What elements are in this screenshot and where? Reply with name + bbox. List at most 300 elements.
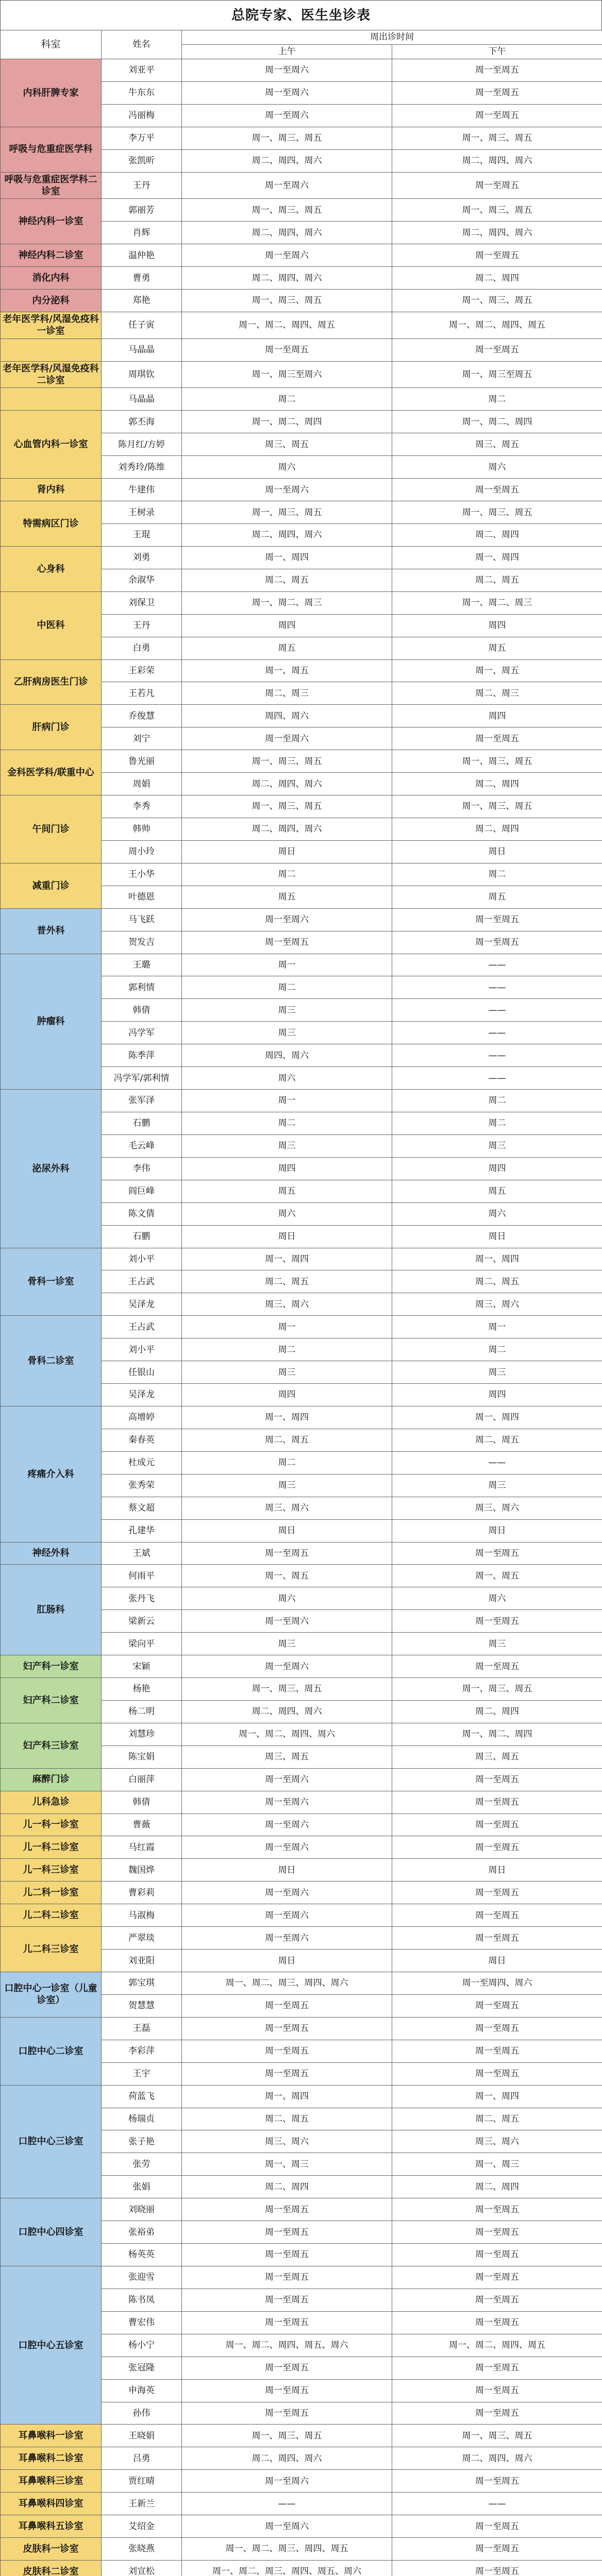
afternoon-schedule: 周四 [392, 705, 602, 727]
doctor-name: 冯学军/郭利情 [102, 1067, 182, 1090]
doctor-name: 刘亚平 [102, 59, 182, 82]
doctor-name: 王占武 [102, 1270, 182, 1293]
doctor-name: 石鹏 [102, 1225, 182, 1248]
afternoon-schedule: 周日 [392, 1950, 602, 1972]
table-row [1, 501, 602, 524]
afternoon-schedule: 周一至周五 [392, 104, 602, 127]
afternoon-schedule: 周六 [392, 1202, 602, 1225]
afternoon-schedule: 周一、周四 [392, 1248, 602, 1270]
dept-cell: 肾内科 [1, 479, 102, 501]
table-row [1, 1565, 602, 1587]
doctor-name: 吕勇 [102, 2447, 182, 2470]
dept-cell: 皮肤科一诊室 [1, 2538, 102, 2561]
morning-schedule: 周一至周五 [182, 931, 392, 954]
table-row [1, 479, 602, 501]
afternoon-schedule: 周日 [392, 840, 602, 863]
morning-schedule: 周一、周五 [182, 659, 392, 682]
morning-schedule: 周一至周五 [182, 2017, 392, 2040]
table-row [1, 338, 602, 361]
table-row [1, 1904, 602, 1927]
doctor-name: 王新兰 [102, 2493, 182, 2515]
dept-cell: 呼吸与危重症医学科二诊室 [1, 172, 102, 199]
doctor-name: 肖辉 [102, 222, 182, 244]
morning-schedule: 周二、周四、周六 [182, 524, 392, 547]
doctor-name: 宋颖 [102, 1655, 182, 1678]
morning-schedule: 周一至周五 [182, 2357, 392, 2379]
table-row [1, 1791, 602, 1814]
morning-schedule: 周五 [182, 637, 392, 659]
doctor-name: 王斌 [102, 1542, 182, 1565]
afternoon-schedule: 周一、周三、周五 [392, 795, 602, 818]
morning-schedule: 周一、周二、周四、周五 [182, 312, 392, 339]
morning-schedule: 周一至周五 [182, 338, 392, 361]
afternoon-schedule: 周四 [392, 614, 602, 637]
table-row [1, 546, 602, 569]
afternoon-schedule: 周一至周五 [392, 244, 602, 267]
doctor-name: 陈月红/方婷 [102, 433, 182, 456]
afternoon-schedule: 周一至周五 [392, 2311, 602, 2334]
dept-cell: 口腔中心一诊室（儿童诊室） [1, 1972, 102, 2018]
table-row [1, 199, 602, 222]
afternoon-schedule: 周五 [392, 886, 602, 908]
doctor-name: 任子寅 [102, 312, 182, 339]
afternoon-schedule: 周一至周五 [392, 81, 602, 104]
afternoon-schedule: 周一、周五 [392, 659, 602, 682]
morning-schedule: 周三 [182, 1633, 392, 1655]
doctor-name: 温仲艳 [102, 244, 182, 267]
afternoon-schedule: —— [392, 999, 602, 1022]
dept-cell: 心血管内科一诊室 [1, 411, 102, 479]
morning-schedule: 周一至周五 [182, 2379, 392, 2402]
morning-schedule: 周三 [182, 1022, 392, 1044]
doctor-name: 张子艳 [102, 2130, 182, 2153]
doctor-name: 郑艳 [102, 290, 182, 312]
doctor-name: 李万平 [102, 127, 182, 149]
dept-cell: 乙肝病房医生门诊 [1, 659, 102, 705]
table-row [1, 59, 602, 82]
dept-cell: 儿科急诊 [1, 1791, 102, 1814]
table-row [1, 1678, 602, 1701]
doctor-name: 孔建华 [102, 1519, 182, 1542]
doctor-name: 曹宏伟 [102, 2311, 182, 2334]
afternoon-schedule: 周二、周四 [392, 2176, 602, 2198]
morning-schedule: 周一、周三、周五 [182, 1678, 392, 1701]
morning-schedule: 周一、周二、周三 [182, 591, 392, 614]
afternoon-schedule: 周二 [392, 1338, 602, 1361]
doctor-name: 白丽萍 [102, 1768, 182, 1791]
morning-schedule: 周日 [182, 1859, 392, 1882]
morning-schedule: 周四 [182, 614, 392, 637]
doctor-name: 梁向平 [102, 1633, 182, 1655]
doctor-name: 郭宝琪 [102, 1972, 182, 1995]
table-row [1, 127, 602, 149]
afternoon-schedule: 周一、周三、周五 [392, 501, 602, 524]
table-row [1, 2266, 602, 2289]
afternoon-schedule: 周一至周五 [392, 908, 602, 931]
section-title: 总院专家、医生坐诊表 [0, 0, 602, 30]
dept-cell: 普外科 [1, 908, 102, 954]
morning-schedule: 周一至周六 [182, 1904, 392, 1927]
dept-cell: 口腔中心四诊室 [1, 2198, 102, 2266]
dept-cell: 金科医学科/联重中心 [1, 750, 102, 795]
morning-schedule: 周二、周四、周六 [182, 2447, 392, 2470]
table-row [1, 388, 602, 411]
afternoon-schedule: 周一至周五 [392, 2017, 602, 2040]
morning-schedule: 周二、周五 [182, 2108, 392, 2130]
doctor-name: 曹彩莉 [102, 1882, 182, 1904]
morning-schedule: 周一、周三、周五 [182, 750, 392, 773]
afternoon-schedule: 周一至周四、周六 [392, 1972, 602, 1995]
morning-schedule: 周一 [182, 1316, 392, 1338]
morning-schedule: 周二、周五 [182, 1270, 392, 1293]
table-row [1, 2198, 602, 2221]
afternoon-schedule: 周一、周二、周三 [392, 591, 602, 614]
afternoon-schedule: 周三、周五 [392, 433, 602, 456]
afternoon-schedule: 周四 [392, 1384, 602, 1406]
table-row [1, 863, 602, 886]
dept-cell: 泌尿外科 [1, 1090, 102, 1248]
morning-schedule: 周三 [182, 1474, 392, 1497]
afternoon-schedule: 周一至周五 [392, 1836, 602, 1859]
morning-schedule: 周一、周四 [182, 2085, 392, 2108]
morning-schedule: 周一、周二、周四、周五、周六 [182, 2334, 392, 2357]
doctor-name: 张裕弟 [102, 2221, 182, 2244]
doctor-name: 刘勇 [102, 546, 182, 569]
table-row [1, 1768, 602, 1791]
afternoon-schedule: 周三、周六 [392, 1293, 602, 1316]
table-row [1, 1542, 602, 1565]
afternoon-schedule: 周二、周四、周六 [392, 149, 602, 172]
doctor-name: 贺慧慧 [102, 1994, 182, 2017]
afternoon-schedule: 周一、周三、周五 [392, 1678, 602, 1701]
afternoon-schedule: 周二 [392, 1112, 602, 1134]
morning-schedule: 周六 [182, 1202, 392, 1225]
table-row [1, 705, 602, 727]
table-row [1, 1882, 602, 1904]
morning-schedule: 周四 [182, 1384, 392, 1406]
afternoon-schedule: 周一至周五 [392, 59, 602, 82]
morning-schedule: 周一至周五 [182, 2266, 392, 2289]
doctor-name: 李伟 [102, 1157, 182, 1180]
doctor-name: 马晶晶 [102, 338, 182, 361]
morning-schedule: 周一至周六 [182, 908, 392, 931]
table-row [1, 1814, 602, 1836]
dept-cell: 神经外科 [1, 1542, 102, 1565]
doctor-name: 牛建伟 [102, 479, 182, 501]
doctor-name: 马红霞 [102, 1836, 182, 1859]
afternoon-schedule: 周一至周五 [392, 2560, 602, 2576]
dept-cell: 耳鼻喉科五诊室 [1, 2515, 102, 2538]
doctor-name: 张娟 [102, 2176, 182, 2198]
table-row [1, 1090, 602, 1112]
doctor-name: 张秀荣 [102, 1474, 182, 1497]
doctor-name: 毛云峰 [102, 1134, 182, 1157]
afternoon-schedule: —— [392, 2493, 602, 2515]
morning-schedule: 周一至周六 [182, 244, 392, 267]
doctor-name: 郭丕海 [102, 411, 182, 433]
morning-schedule: 周一至周五 [182, 1994, 392, 2017]
doctor-name: 刘保卫 [102, 591, 182, 614]
afternoon-schedule: 周一至周五 [392, 2379, 602, 2402]
afternoon-schedule: 周日 [392, 1519, 602, 1542]
doctor-name: 张劳 [102, 2153, 182, 2176]
dept-cell: 老年医学科/风湿免疫科二诊室 [1, 361, 102, 388]
morning-schedule: 周一至周五 [182, 2311, 392, 2334]
afternoon-schedule: 周三、周五 [392, 1745, 602, 1768]
doctor-name: 鲁光丽 [102, 750, 182, 773]
morning-schedule: 周一至周六 [182, 172, 392, 199]
doctor-name: 王占武 [102, 1316, 182, 1338]
doctor-name: 周娟 [102, 773, 182, 795]
doctor-name: 刘宣松 [102, 2560, 182, 2576]
doctor-name: 刘晓丽 [102, 2198, 182, 2221]
afternoon-schedule: 周一至周五 [392, 727, 602, 750]
table-row [1, 2560, 602, 2576]
morning-schedule: 周二 [182, 976, 392, 999]
afternoon-schedule: 周二、周五 [392, 569, 602, 591]
doctor-name: 陈宝娟 [102, 1745, 182, 1768]
doctor-name: 张冠隆 [102, 2357, 182, 2379]
morning-schedule: —— [182, 2493, 392, 2515]
dept-cell: 耳鼻喉科二诊室 [1, 2447, 102, 2470]
doctor-name: 马淑梅 [102, 1904, 182, 1927]
morning-schedule: 周一、周三、周五 [182, 290, 392, 312]
dept-cell: 妇产科二诊室 [1, 1678, 102, 1723]
afternoon-schedule: 周一至周五 [392, 2470, 602, 2493]
dept-cell: 神经内科一诊室 [1, 199, 102, 244]
doctor-name: 荷蓝飞 [102, 2085, 182, 2108]
morning-schedule: 周二、周五 [182, 1429, 392, 1451]
afternoon-schedule: 周一至周五 [392, 1542, 602, 1565]
afternoon-schedule: 周一至周五 [392, 1814, 602, 1836]
morning-schedule: 周一、周三、周五 [182, 127, 392, 149]
table-row [1, 312, 602, 339]
doctor-name: 乔俊慧 [102, 705, 182, 727]
dept-cell: 妇产科一诊室 [1, 1655, 102, 1678]
dept-cell: 耳鼻喉科一诊室 [1, 2425, 102, 2447]
dept-cell: 口腔中心五诊室 [1, 2266, 102, 2425]
morning-schedule: 周一、周二、周三、周四、周六 [182, 1972, 392, 1995]
doctor-name: 石鹏 [102, 1112, 182, 1134]
header-time: 周出诊时间 [182, 30, 602, 45]
doctor-name: 何雨平 [102, 1565, 182, 1587]
table-row [1, 1406, 602, 1429]
morning-schedule: 周一、周三、周五 [182, 795, 392, 818]
afternoon-schedule: 周一至周五 [392, 1904, 602, 1927]
table-row [1, 1972, 602, 1995]
morning-schedule: 周一、周五 [182, 1565, 392, 1587]
doctor-name: 杨二明 [102, 1700, 182, 1723]
doctor-name: 王琨 [102, 524, 182, 547]
morning-schedule: 周一至周六 [182, 1836, 392, 1859]
morning-schedule: 周二 [182, 1338, 392, 1361]
doctor-name: 梁新云 [102, 1610, 182, 1633]
afternoon-schedule: 周二、周四 [392, 818, 602, 841]
afternoon-schedule: 周五 [392, 1180, 602, 1202]
table-row [1, 1927, 602, 1950]
doctor-name: 阎巨峰 [102, 1180, 182, 1202]
afternoon-schedule: 周一、周三 [392, 2153, 602, 2176]
afternoon-schedule: 周日 [392, 1225, 602, 1248]
afternoon-schedule: 周一至周五 [392, 1994, 602, 2017]
table-row [1, 244, 602, 267]
afternoon-schedule: 周日 [392, 1859, 602, 1882]
header-name: 姓名 [102, 30, 182, 59]
doctor-name: 郭丽芳 [102, 199, 182, 222]
table-row [1, 411, 602, 433]
afternoon-schedule: 周一、周四 [392, 2085, 602, 2108]
morning-schedule: 周一至周五 [182, 2289, 392, 2311]
doctor-name: 马晶晶 [102, 388, 182, 411]
afternoon-schedule: —— [392, 976, 602, 999]
morning-schedule: 周一 [182, 1090, 392, 1112]
morning-schedule: 周四、周六 [182, 1044, 392, 1067]
dept-cell: 儿二科一诊室 [1, 1882, 102, 1904]
afternoon-schedule: 周二 [392, 388, 602, 411]
afternoon-schedule: 周一至周五 [392, 2515, 602, 2538]
morning-schedule: 周二 [182, 1451, 392, 1474]
doctor-name: 刘亚阳 [102, 1950, 182, 1972]
morning-schedule: 周二、周五 [182, 569, 392, 591]
table-row [1, 1316, 602, 1338]
table-row [1, 1859, 602, 1882]
afternoon-schedule: 周二 [392, 863, 602, 886]
doctor-name: 余淑华 [102, 569, 182, 591]
dept-cell: 耳鼻喉科四诊室 [1, 2493, 102, 2515]
afternoon-schedule: 周四 [392, 1157, 602, 1180]
afternoon-schedule: —— [392, 1044, 602, 1067]
schedule-table [0, 30, 602, 2576]
dept-cell: 儿一科一诊室 [1, 1814, 102, 1836]
morning-schedule: 周二 [182, 863, 392, 886]
morning-schedule: 周五 [182, 1180, 392, 1202]
morning-schedule: 周二、周四、周六 [182, 267, 392, 290]
header-pm: 下午 [392, 45, 602, 59]
afternoon-schedule: 周二、周五 [392, 2108, 602, 2130]
afternoon-schedule: 周一、周二、周四 [392, 1723, 602, 1745]
doctor-name: 贺发吉 [102, 931, 182, 954]
afternoon-schedule: 周一至周五 [392, 2040, 602, 2062]
morning-schedule: 周四、周六 [182, 705, 392, 727]
morning-schedule: 周日 [182, 1950, 392, 1972]
afternoon-schedule: 周一、周四 [392, 546, 602, 569]
afternoon-schedule: 周一至周五 [392, 1655, 602, 1678]
morning-schedule: 周一至周六 [182, 2515, 392, 2538]
doctor-name: 杨小宁 [102, 2334, 182, 2357]
afternoon-schedule: 周一至周五 [392, 1610, 602, 1633]
doctor-name: 任银山 [102, 1361, 182, 1384]
dept-cell: 耳鼻喉科三诊室 [1, 2470, 102, 2493]
afternoon-schedule: 周二、周五 [392, 1429, 602, 1451]
table-row [1, 290, 602, 312]
morning-schedule: 周一至周六 [182, 104, 392, 127]
table-row [1, 2425, 602, 2447]
table-row [1, 2515, 602, 2538]
afternoon-schedule: 周一至周五 [392, 479, 602, 501]
afternoon-schedule: 周一至周五 [392, 2062, 602, 2085]
doctor-name: 陈书凤 [102, 2289, 182, 2311]
morning-schedule: 周三、周六 [182, 2130, 392, 2153]
doctor-name: 冯学军 [102, 1022, 182, 1044]
morning-schedule: 周二 [182, 1112, 392, 1134]
afternoon-schedule: 周二、周四 [392, 267, 602, 290]
doctor-name: 郭利情 [102, 976, 182, 999]
afternoon-schedule: 周一至周五 [392, 1882, 602, 1904]
morning-schedule: 周五 [182, 886, 392, 908]
afternoon-schedule: 周一至周五 [392, 338, 602, 361]
dept-cell: 心身科 [1, 546, 102, 591]
afternoon-schedule: 周三、周六 [392, 1497, 602, 1519]
morning-schedule: 周二、周三 [182, 682, 392, 705]
doctor-name: 张晓燕 [102, 2538, 182, 2561]
morning-schedule: 周一、周四 [182, 1248, 392, 1270]
afternoon-schedule: —— [392, 954, 602, 976]
doctor-name: 曹勇 [102, 267, 182, 290]
table-row [1, 1655, 602, 1678]
doctor-name: 王璐 [102, 954, 182, 976]
doctor-name: 艾绍金 [102, 2515, 182, 2538]
dept-cell: 肝病门诊 [1, 705, 102, 750]
afternoon-schedule: 周一至周五 [392, 2198, 602, 2221]
table-row [1, 267, 602, 290]
morning-schedule: 周一至周六 [182, 1927, 392, 1950]
morning-schedule: 周一 [182, 954, 392, 976]
doctor-name: 孙伟 [102, 2402, 182, 2425]
morning-schedule: 周一至周六 [182, 1882, 392, 1904]
doctor-name: 吴泽龙 [102, 1384, 182, 1406]
morning-schedule: 周六 [182, 1587, 392, 1610]
afternoon-schedule: 周一、周二、周四、周五 [392, 312, 602, 339]
table-row [1, 908, 602, 931]
doctor-name: 王丹 [102, 614, 182, 637]
afternoon-schedule: 周一至周五 [392, 1791, 602, 1814]
doctor-name: 杨艳 [102, 1678, 182, 1701]
table-row [1, 1836, 602, 1859]
afternoon-schedule: 周一、周二、周四 [392, 411, 602, 433]
table-row [1, 2538, 602, 2561]
afternoon-schedule: 周一、周二、周四、周五 [392, 2334, 602, 2357]
morning-schedule: 周一至周六 [182, 59, 392, 82]
dept-cell: 肛肠科 [1, 1565, 102, 1655]
morning-schedule: 周一、周三、周五 [182, 199, 392, 222]
doctor-name: 刘秀玲/陈维 [102, 456, 182, 479]
afternoon-schedule: 周一至周五 [392, 2266, 602, 2289]
morning-schedule: 周一至周五 [182, 2221, 392, 2244]
morning-schedule: 周一至周五 [182, 2244, 392, 2266]
afternoon-schedule: 周一、周五 [392, 1565, 602, 1587]
table-row [1, 591, 602, 614]
doctor-name: 李彩萍 [102, 2040, 182, 2062]
morning-schedule: 周一至周六 [182, 1768, 392, 1791]
morning-schedule: 周一至周六 [182, 727, 392, 750]
dept-cell: 疼痛介入科 [1, 1406, 102, 1542]
doctor-name: 马飞跃 [102, 908, 182, 931]
afternoon-schedule: 周二、周四 [392, 773, 602, 795]
afternoon-schedule: 周一至周五 [392, 2289, 602, 2311]
table-row [1, 2447, 602, 2470]
doctor-name: 牛东东 [102, 81, 182, 104]
table-row [1, 1248, 602, 1270]
morning-schedule: 周日 [182, 1225, 392, 1248]
doctor-name: 王丹 [102, 172, 182, 199]
morning-schedule: 周一、周三、周五 [182, 2425, 392, 2447]
afternoon-schedule: 周二、周五 [392, 1270, 602, 1293]
morning-schedule: 周一至周六 [182, 2470, 392, 2493]
afternoon-schedule: —— [392, 1067, 602, 1090]
doctor-name: 贾红晴 [102, 2470, 182, 2493]
morning-schedule: 周二、周四、周六 [182, 773, 392, 795]
morning-schedule: 周三、周五 [182, 1745, 392, 1768]
